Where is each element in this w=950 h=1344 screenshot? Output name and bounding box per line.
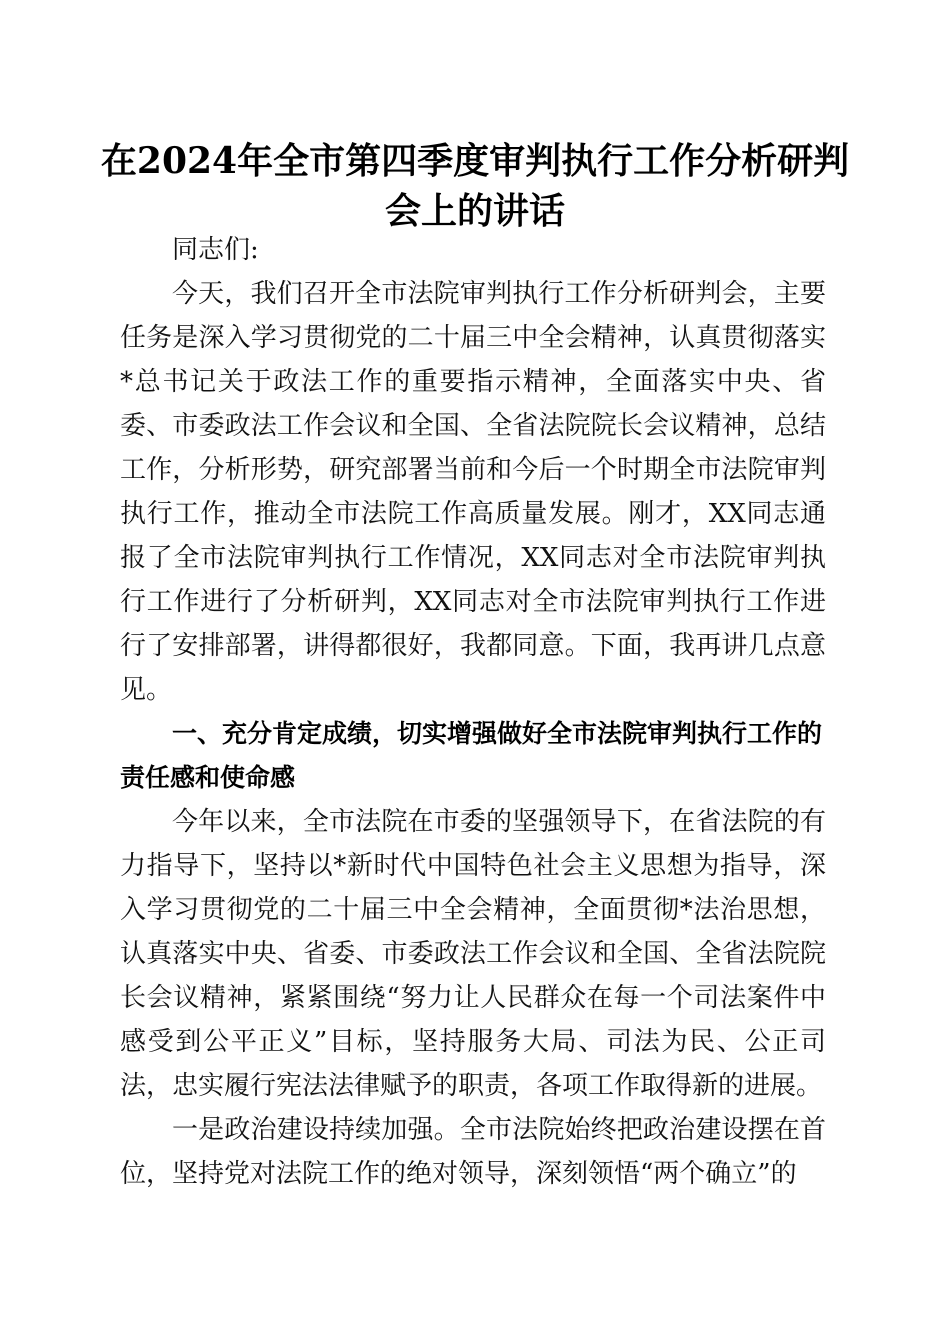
section-1-paragraph: 今年以来，全市法院在市委的坚强领导下，在省法院的有力指导下，坚持以*新时代中国特色社会主义思想为指导，深入学习贯彻党的二十届三中全会精神，全面贯彻*法治思想，认真落实中央、省委、市委政法工作会议和全国、全省法院院长会议精神，紧紧围绕“努力让人民群众在每一个司法案件中感受到公平正义”目标，坚持服务大局、司法为民、公正司法，忠实履行宪法法律赋予的职责，各项工作取得新的进展。	[120, 807, 826, 1101]
document-title: 在2024年全市第四季度审判执行工作分析研判会上的讲话	[100, 140, 850, 232]
section-1-point-1-paragraph: 一是政治建设持续加强。全市法院始终把政治建设摆在首位，坚持党对法院工作的绝对领导，深刻领悟“两个确立”的	[120, 1115, 826, 1189]
section-heading-1: 一、充分肯定成绩，切实增强做好全市法院审判执行工作的责任感和使命感	[120, 719, 823, 792]
document-body	[120, 228, 826, 1196]
salutation: 同志们:	[172, 235, 259, 265]
opening-paragraph: 今天，我们召开全市法院审判执行工作分析研判会，主要任务是深入学习贯彻党的二十届三中全会精神，认真贯彻落实*总书记关于政法工作的重要指示精神，全面落实中央、省委、市委政法工作会议和全国、全省法院院长会议精神，总结工作，分析形势，研究部署当前和今后一个时期全市法院审判执行工作，推动全市法院工作高质量发展。刚才，XX同志通报了全市法院审判执行工作情况，XX同志对全市法院审判执行工作进行了分析研判，XX同志对全市法院审判执行工作进行了安排部署，讲得都很好，我都同意。下面，我再讲几点意见。	[120, 279, 826, 705]
